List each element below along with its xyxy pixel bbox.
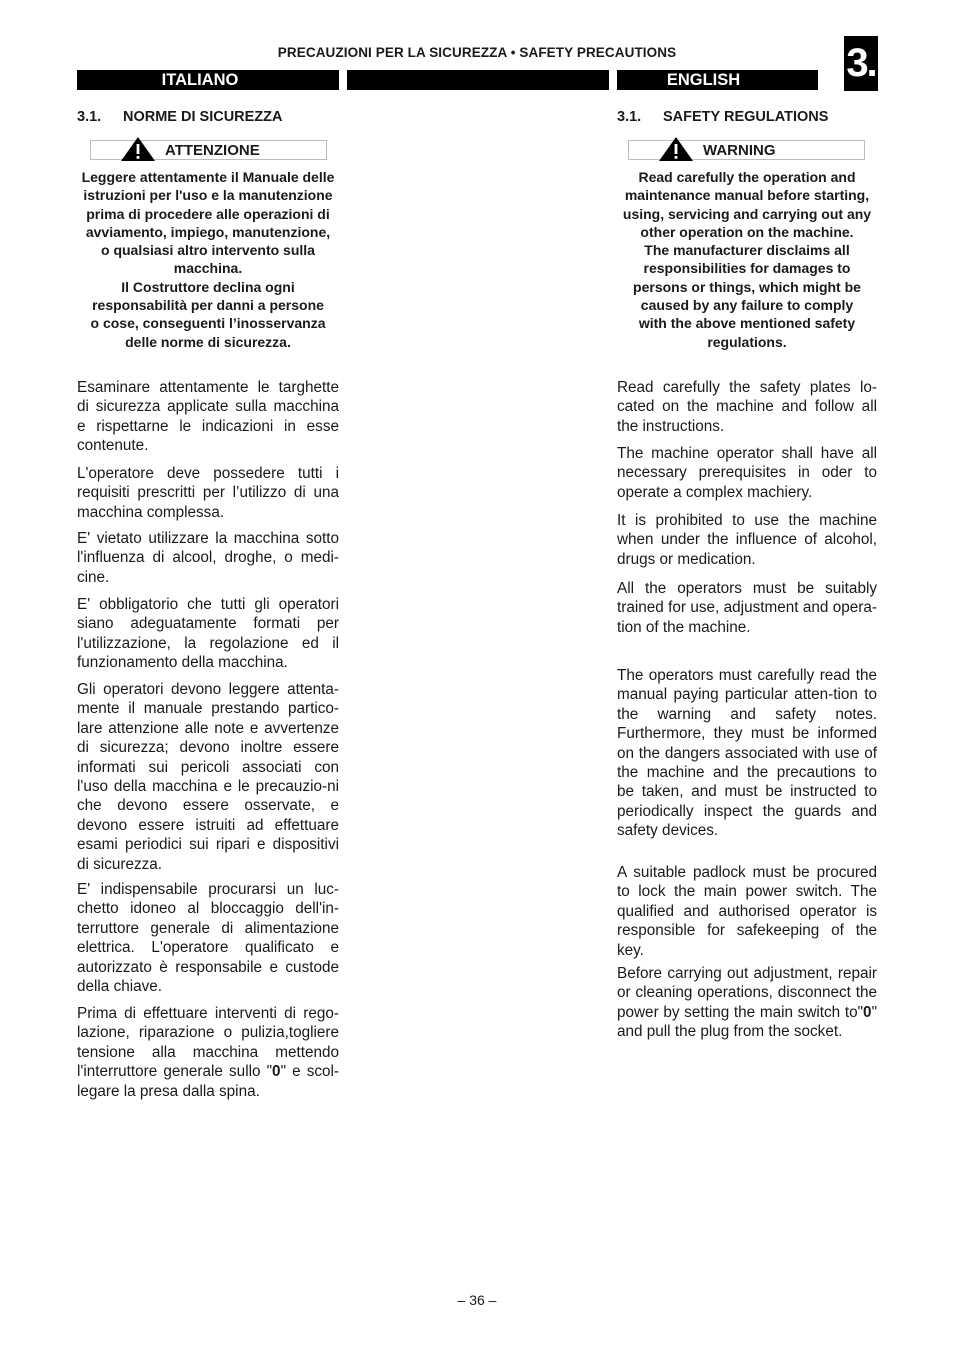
section-number-italian: 3.1. xyxy=(77,109,102,125)
running-header: PRECAUZIONI PER LA SICUREZZA • SAFETY PRECAUTIONS xyxy=(277,45,677,60)
language-bar-italian xyxy=(77,70,339,90)
language-bar-spacer xyxy=(347,70,609,90)
body-paragraph-english-4: All the operators must be suitably trained for use, adjustment and opera-tion of the machine. xyxy=(617,580,877,636)
body-paragraph-italian-1: Esaminare attentamente le targhette di sicurezza applicate sulla macchina e rispettarne le indicazioni in esse contenute. xyxy=(77,379,339,455)
chapter-badge: 3. xyxy=(844,36,878,91)
section-heading-english: SAFETY REGULATIONS xyxy=(663,109,829,125)
section-title-english xyxy=(617,109,828,125)
body-paragraph-italian-7: Prima di effettuare interventi di rego-lazione, riparazione o pulizia,togliere tensione alla macchina mettendo l'interruttore generale sullo "0" e scol-legare la presa dalla spina. xyxy=(77,1005,340,1100)
language-label-english: ENGLISH xyxy=(666,71,741,89)
body-paragraph-italian-3: E' vietato utilizzare la macchina sotto l'influenza di alcool, droghe, o medi-cine. xyxy=(77,530,339,586)
warning-label-italian: ATTENZIONE xyxy=(165,142,260,159)
warning-text-english: Read carefully the operation and maintenance manual before starting, using, servicing and carrying out any other operation on the machine. The manufacturer disclaims all responsibilities for damages to persons or things, which might be caused by any failure to comply with the above mentioned safety regulations. xyxy=(622,169,872,350)
body-paragraph-english-7: Before carrying out adjustment, repair or cleaning operations, disconnect the power by setting the main switch to"0" and pull the plug from the socket. xyxy=(617,965,877,1041)
body-paragraph-italian-2: L'operatore deve possedere tutti i requisiti prescritti per l’utilizzo di una macchina complessa. xyxy=(77,465,339,521)
section-number-english: 3.1. xyxy=(617,109,642,125)
warning-triangle-icon xyxy=(658,136,694,162)
body-paragraph-italian-4: E' obbligatorio che tutti gli operatori siano adeguatamente formati per l'utilizzazione, la regolazione ed il funzionamento della macchina. xyxy=(77,596,339,672)
body-paragraph-english-2: The machine operator shall have all necessary prerequisites in oder to operate a complex machiery. xyxy=(617,445,877,501)
language-bar-english xyxy=(617,70,818,90)
body-paragraph-italian-6: E' indispensabile procurarsi un luc-chetto idoneo al bloccaggio dell'in-terruttore generale di alimentazione elettrica. L'operatore qualificato e autorizzato è responsabile e custode della chiave. xyxy=(77,881,339,996)
body-paragraph-italian-5: Gli operatori devono leggere attenta-mente il manuale prestando partico-lare attenzione alle note e avvertenze di sicurezza; devono inoltre essere informati sui pericoli associati con l'uso della macchina e le precauzio-ni che devono essere osservate, e devono essere istruiti ad effettuare esami periodici sui ripari e dispositivi di sicurezza. xyxy=(77,681,339,873)
body-paragraph-english-5: The operators must carefully read the manual paying particular atten-tion to the warning and safety notes. Furthermore, they must be informed on the dangers associated with use of the machine and the precautions to be taken, and must be instructed to periodically inspect the guards and safety devices. xyxy=(617,667,877,840)
body-paragraph-english-1: Read carefully the safety plates lo-cated on the machine and follow all the instructions. xyxy=(617,379,877,435)
warning-box-italian xyxy=(90,140,327,160)
body-paragraph-english-6: A suitable padlock must be procured to lock the main power switch. The qualified and authorised operator is responsible for safekeeping of the key. xyxy=(617,864,877,959)
section-title-italian xyxy=(77,109,283,125)
warning-triangle-icon xyxy=(120,136,156,162)
body-paragraph-english-3: It is prohibited to use the machine when under the influence of alcohol, drugs or medication. xyxy=(617,512,877,568)
warning-box-english xyxy=(628,140,865,160)
page-number: – 36 – xyxy=(457,1292,497,1308)
warning-text-italian: Leggere attentamente il Manuale delle istruzioni per l'uso e la manutenzione prima di procedere alle operazioni di avviamento, impiego, manutenzione, o qualsiasi altro intervento sulla macchina. Il Costruttore declina ogni responsabilità per danni a persone o cose, conseguenti l’inosservanza delle norme di sicurezza. xyxy=(81,169,335,350)
language-label-italian: ITALIANO xyxy=(161,71,239,89)
section-heading-italian: NORME DI SICUREZZA xyxy=(123,109,283,125)
warning-label-english: WARNING xyxy=(703,142,776,159)
